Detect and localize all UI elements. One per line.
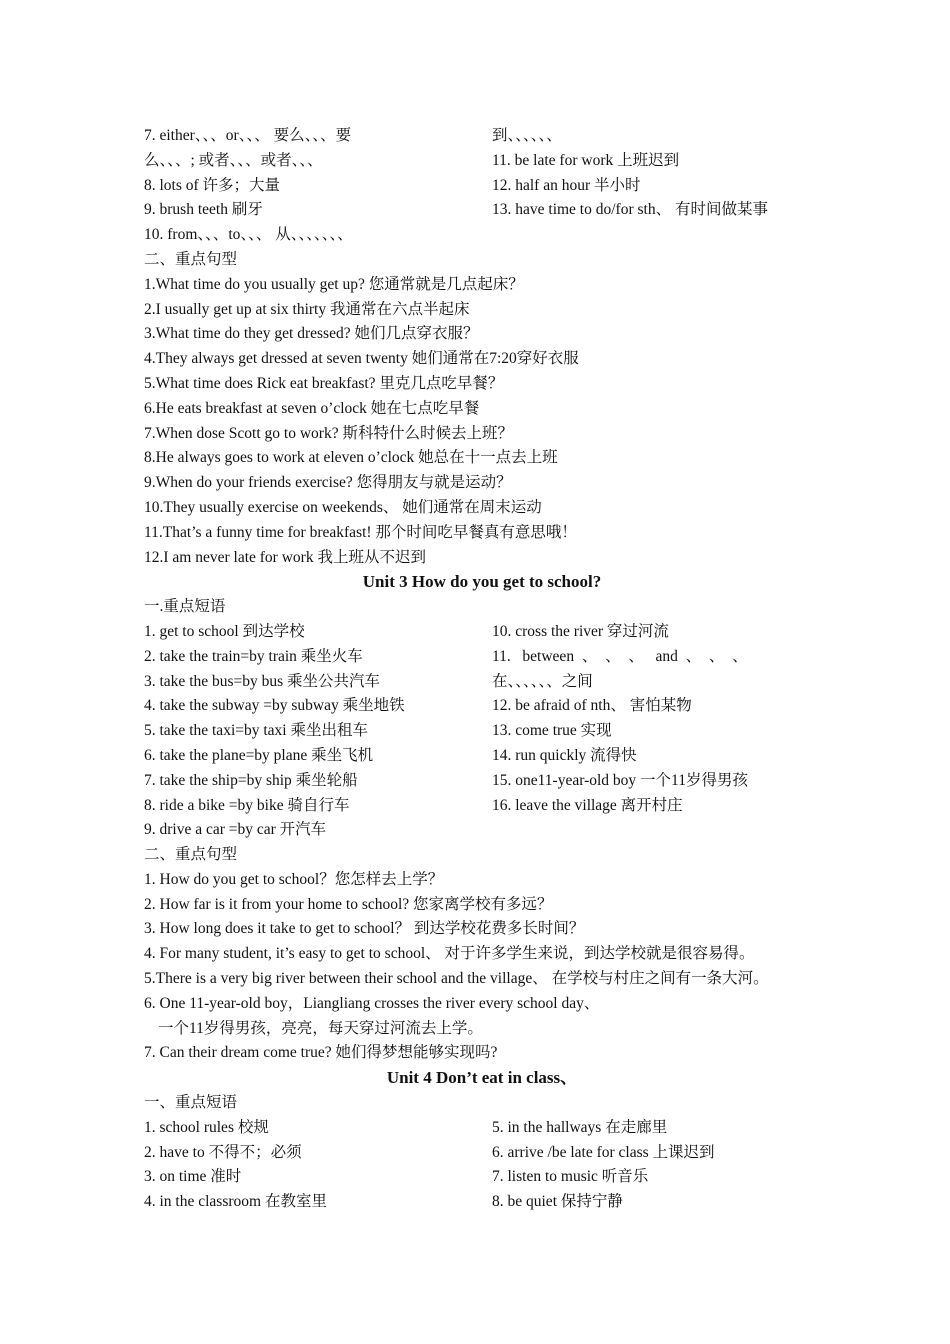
unit4-phrases-block [144,1116,820,1216]
sentence-item: 2. How far is it from your home to school? 您家离学校有多远？ [144,895,553,913]
phrase-item: 8. ride a bike =by bike 骑自行车 [144,796,350,814]
phrase-item: 9. drive a car =by car 开汽车 [144,821,327,839]
phrase-item: 2. take the train=by train 乘坐火车 [144,647,363,665]
phrase-item: 3. take the bus=by bus 乘坐公共汽车 [144,672,381,690]
phrase-item: 12. be afraid of nth、 害怕某物 [492,697,692,715]
unit2-phrases-block [144,124,820,248]
unit4-phrases-right [492,1116,822,1215]
phrase-item: 1. school rules 校规 [144,1118,269,1136]
unit3-phrases-left [144,620,484,843]
sentence-item: 4.They always get dressed at seven twenty 她们通常在7:20穿好衣服 [144,350,579,368]
sentence-item: 1.What time do you usually get up? 您通常就是几点起床？ [144,275,524,293]
unit3-phrases-block [144,620,820,843]
phrase-item: 9. brush teeth 刷牙 [144,201,263,219]
phrase-item: 6. take the plane=by plane 乘坐飞机 [144,746,374,764]
phrase-item: 7. listen to music 听音乐 [492,1168,649,1186]
sentence-item: 3. How long does it take to get to school？ 到达学校花费多长时间？ [144,920,585,938]
phrase-item: 11. be late for work 上班迟到 [492,151,680,169]
phrase-item: 13. have time to do/for sth、 有时间做某事 [492,201,768,219]
sentence-item: 一个11岁得男孩，亮亮，每天穿过河流去上学。 [158,1019,483,1037]
phrase-item: 6. arrive /be late for class 上课迟到 [492,1143,715,1161]
phrase-item: 16. leave the village 离开村庄 [492,796,683,814]
unit3-sentences [144,868,820,1066]
sentence-item: 12.I am never late for work 我上班从不迟到 [144,548,426,566]
phrase-item: 4. take the subway =by subway 乘坐地铁 [144,697,405,715]
phrase-item: 3. on time 准时 [144,1168,242,1186]
unit2-phrases-right [492,124,822,223]
sentence-item: 1. How do you get to school？您怎样去上学？ [144,870,444,888]
phrase-item: 12. half an hour 半小时 [492,176,641,194]
sentence-item: 8.He always goes to work at eleven o’clock 她总在十一点去上班 [144,449,558,467]
unit3-title: Unit 3 How do you get to school? [362,572,602,592]
sentence-item: 9.When do your friends exercise? 您得朋友与就是运动？ [144,474,512,492]
phrase-item: 么、、、; 或者、、、或者、、、 [144,151,323,169]
phrase-item: 10. from、、、to、、、 从、、、、、、、 [144,226,353,244]
phrase-item: 15. one11-year-old boy 一个11岁得男孩 [492,771,748,789]
phrase-item: 8. lots of 许多；大量 [144,176,281,194]
phrase-item: 10. cross the river 穿过河流 [492,622,669,640]
phrase-item: 1. get to school 到达学校 [144,622,305,640]
sentence-item: 10.They usually exercise on weekends、 她们通常在周末运动 [144,498,542,516]
phrase-item: 13. come true 实现 [492,722,612,740]
phrase-item: 在、、、、、、之间 [492,672,593,690]
phrase-item: 2. have to 不得不；必须 [144,1143,302,1161]
section-heading: 二、重点句型 [144,845,238,863]
phrase-item: 7. either、、、or、、、 要么、、、要 [144,127,352,144]
sentence-item: 6.He eats breakfast at seven o’clock 她在七点吃早餐 [144,399,480,417]
sentence-item: 11.That’s a funny time for breakfast! 那个时间吃早餐真有意思哦！ [144,523,577,541]
sentence-item: 7. Can their dream come true? 她们得梦想能够实现吗? [144,1044,498,1062]
sentence-item: 3.What time do they get dressed? 她们几点穿衣服？ [144,325,479,343]
sentence-item: 5.What time does Rick eat breakfast? 里克几点吃早餐？ [144,374,504,392]
sentence-item: 4. For many student, it’s easy to get to school、 对于许多学生来说，到达学校就是很容易得。 [144,945,755,963]
phrase-item: 7. take the ship=by ship 乘坐轮船 [144,771,358,789]
sentence-item: 6. One 11-year-old boy，Liangliang crosses the river every school day、 [144,994,600,1012]
phrase-item: 4. in the classroom 在教室里 [144,1193,327,1211]
unit4-title: Unit 4 Don’t eat in class、 [386,1068,578,1088]
unit2-sentences [144,248,820,570]
unit3-phrases-right [492,620,822,818]
section-heading: 二、重点句型 [144,251,238,268]
sentence-item: 2.I usually get up at six thirty 我通常在六点半起床 [144,300,470,318]
phrase-item: 14. run quickly 流得快 [492,746,637,764]
unit4-phrases-left [144,1116,484,1215]
phrase-item: 5. take the taxi=by taxi 乘坐出租车 [144,722,368,740]
section-heading: 一.重点短语 [144,598,226,616]
sentence-item: 5.There is a very big river between their school and the village、 在学校与村庄之间有一条大河。 [144,969,769,987]
sentence-item: 7.When dose Scott go to work? 斯科特什么时候去上班？ [144,424,513,442]
phrase-item: 5. in the hallways 在走廊里 [492,1118,668,1136]
phrase-item: 11. between 、 、 、 and 、 、 、 [492,647,748,665]
section-heading: 一、重点短语 [144,1093,238,1111]
phrase-item: 8. be quiet 保持宁静 [492,1193,623,1211]
phrase-item: 到、、、、、、 [492,127,562,144]
unit2-phrases-left [144,124,484,248]
document-page [144,124,820,1216]
